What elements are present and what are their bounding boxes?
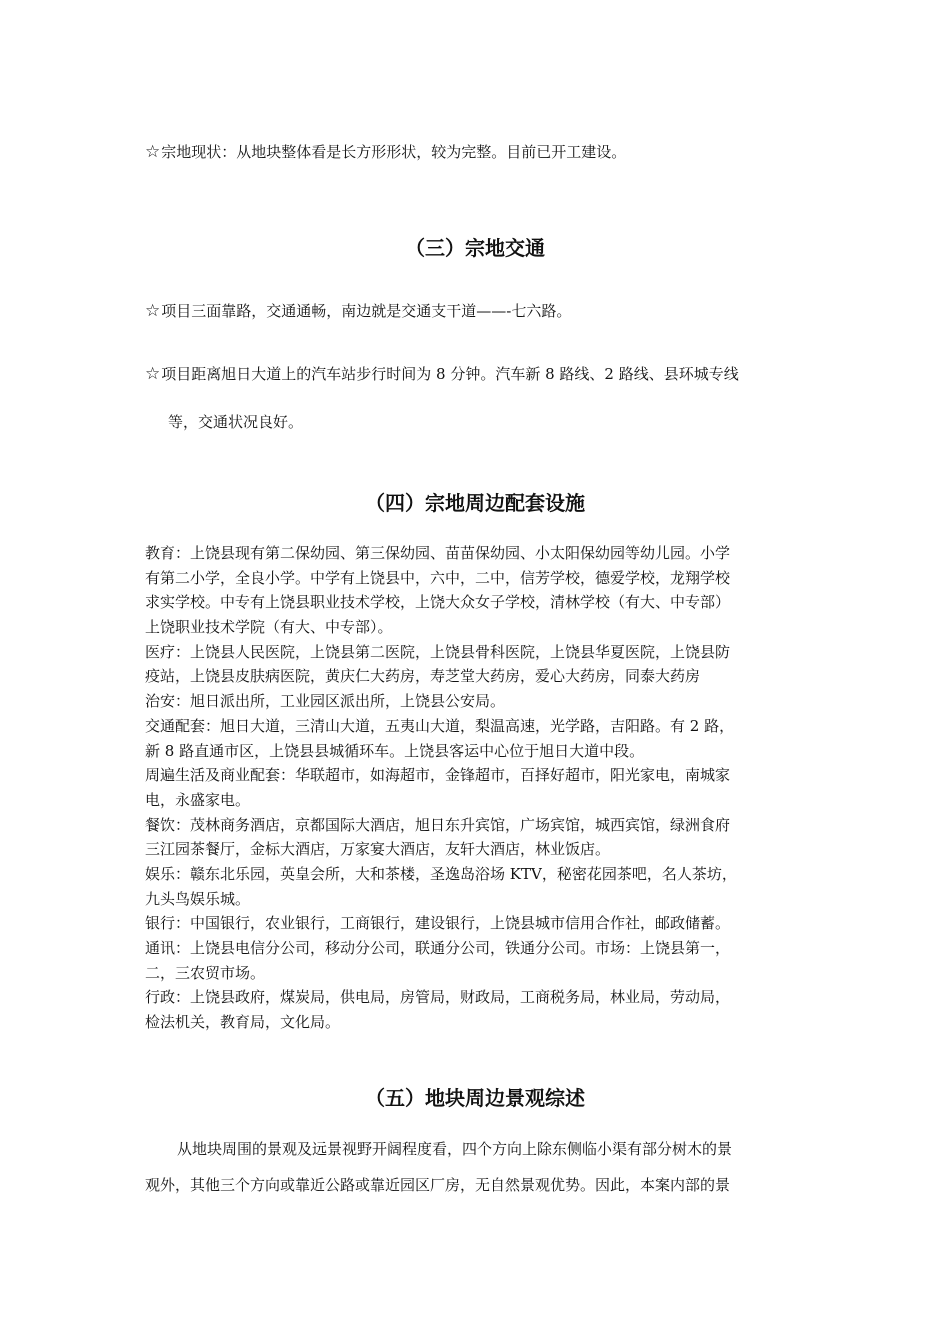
facilities-line: 求实学校。中专有上饶县职业技术学校，上饶大众女子学校，清林学校（有大、中专部） (145, 593, 731, 612)
facilities-line: 餐饮：茂林商务酒店，京都国际大酒店，旭日东升宾馆，广场宾馆，城西宾馆，绿洲食府 (145, 815, 731, 834)
star-icon: ☆ (145, 364, 161, 384)
star-icon: ☆ (145, 142, 161, 162)
facilities-line: 三江园茶餐厅，金标大酒店，万家宴大酒店，友轩大酒店，林业饭店。 (145, 840, 611, 859)
facilities-line: 新 8 路直通市区，上饶县县城循环车。上饶县客运中心位于旭日大道中段。 (145, 741, 645, 760)
facilities-line: 行政：上饶县政府，煤炭局，供电局，房管局，财政局，工商税务局，林业局，劳动局， (145, 988, 731, 1007)
section3-heading: （三）宗地交通 (405, 236, 545, 260)
facilities-line: 二，三农贸市场。 (145, 963, 266, 982)
facilities-line: 检法机关，教育局，文化局。 (145, 1013, 341, 1032)
facilities-line: 疫站，上饶县皮肤病医院，黄庆仁大药房，寿芝堂大药房，爱心大药房，同泰大药房 (145, 667, 701, 686)
section4-heading: （四）宗地周边配套设施 (365, 491, 585, 515)
facilities-line: 教育：上饶县现有第二保幼园、第三保幼园、苗苗保幼园、小太阳保幼园等幼儿园。小学 (145, 544, 731, 562)
section5-heading: （五）地块周边景观综述 (365, 1086, 585, 1110)
facilities-line: 交通配套：旭日大道，三清山大道，五夷山大道，梨温高速，光学路，吉阳路。有 2 路， (145, 716, 735, 735)
landscape-paragraph-line1: 从地块周围的景观及远景视野开阔程度看，四个方向上除东侧临小渠有部分树木的景 (177, 1140, 733, 1158)
traffic-bullet-1-text: 项目三面靠路，交通通畅，南边就是交通支干道——-七六路。 (161, 302, 572, 320)
facilities-block (145, 541, 810, 1035)
site-status-text: 宗地现状：从地块整体看是长方形形状，较为完整。目前已开工建设。 (161, 143, 627, 161)
traffic-bullet-2-line2: 等，交通状况良好。 (168, 413, 304, 431)
facilities-line: 电，永盛家电。 (145, 790, 251, 809)
facilities-line: 银行：中国银行，农业银行，工商银行，建设银行，上饶县城市信用合作社，邮政储蓄。 (145, 914, 731, 933)
traffic-bullet-2-line1: 项目距离旭日大道上的汽车站步行时间为 8 分钟。汽车新 8 路线、2 路线、县环城专线 (161, 365, 739, 383)
site-status-line (145, 141, 815, 163)
facilities-line: 通讯：上饶县电信分公司，移动分公司，联通分公司，铁通分公司。市场：上饶县第一， (145, 939, 731, 957)
traffic-bullet-2 (145, 363, 815, 385)
facilities-line: 治安：旭日派出所，工业园区派出所，上饶县公安局。 (145, 692, 506, 711)
facilities-line: 有第二小学，全良小学。中学有上饶县中，六中，二中，信芳学校，德爱学校，龙翔学校 (145, 568, 731, 587)
facilities-line: 九头鸟娱乐城。 (145, 889, 251, 908)
facilities-line: 周遍生活及商业配套：华联超市，如海超市，金锋超市，百择好超市，阳光家电，南城家 (145, 766, 731, 785)
traffic-bullet-1 (145, 300, 815, 322)
facilities-line: 医疗：上饶县人民医院，上饶县第二医院，上饶县骨科医院，上饶县华夏医院，上饶县防 (145, 642, 731, 661)
facilities-line: 娱乐：赣东北乐园，英皇会所，大和茶楼，圣逸岛浴场 KTV，秘密花园茶吧，名人茶坊， (145, 864, 737, 883)
landscape-paragraph-line2: 观外，其他三个方向或靠近公路或靠近园区厂房，无自然景观优势。因此，本案内部的景 (145, 1176, 731, 1194)
facilities-line: 上饶职业技术学院（有大、中专部）。 (145, 618, 393, 637)
star-icon: ☆ (145, 301, 161, 321)
